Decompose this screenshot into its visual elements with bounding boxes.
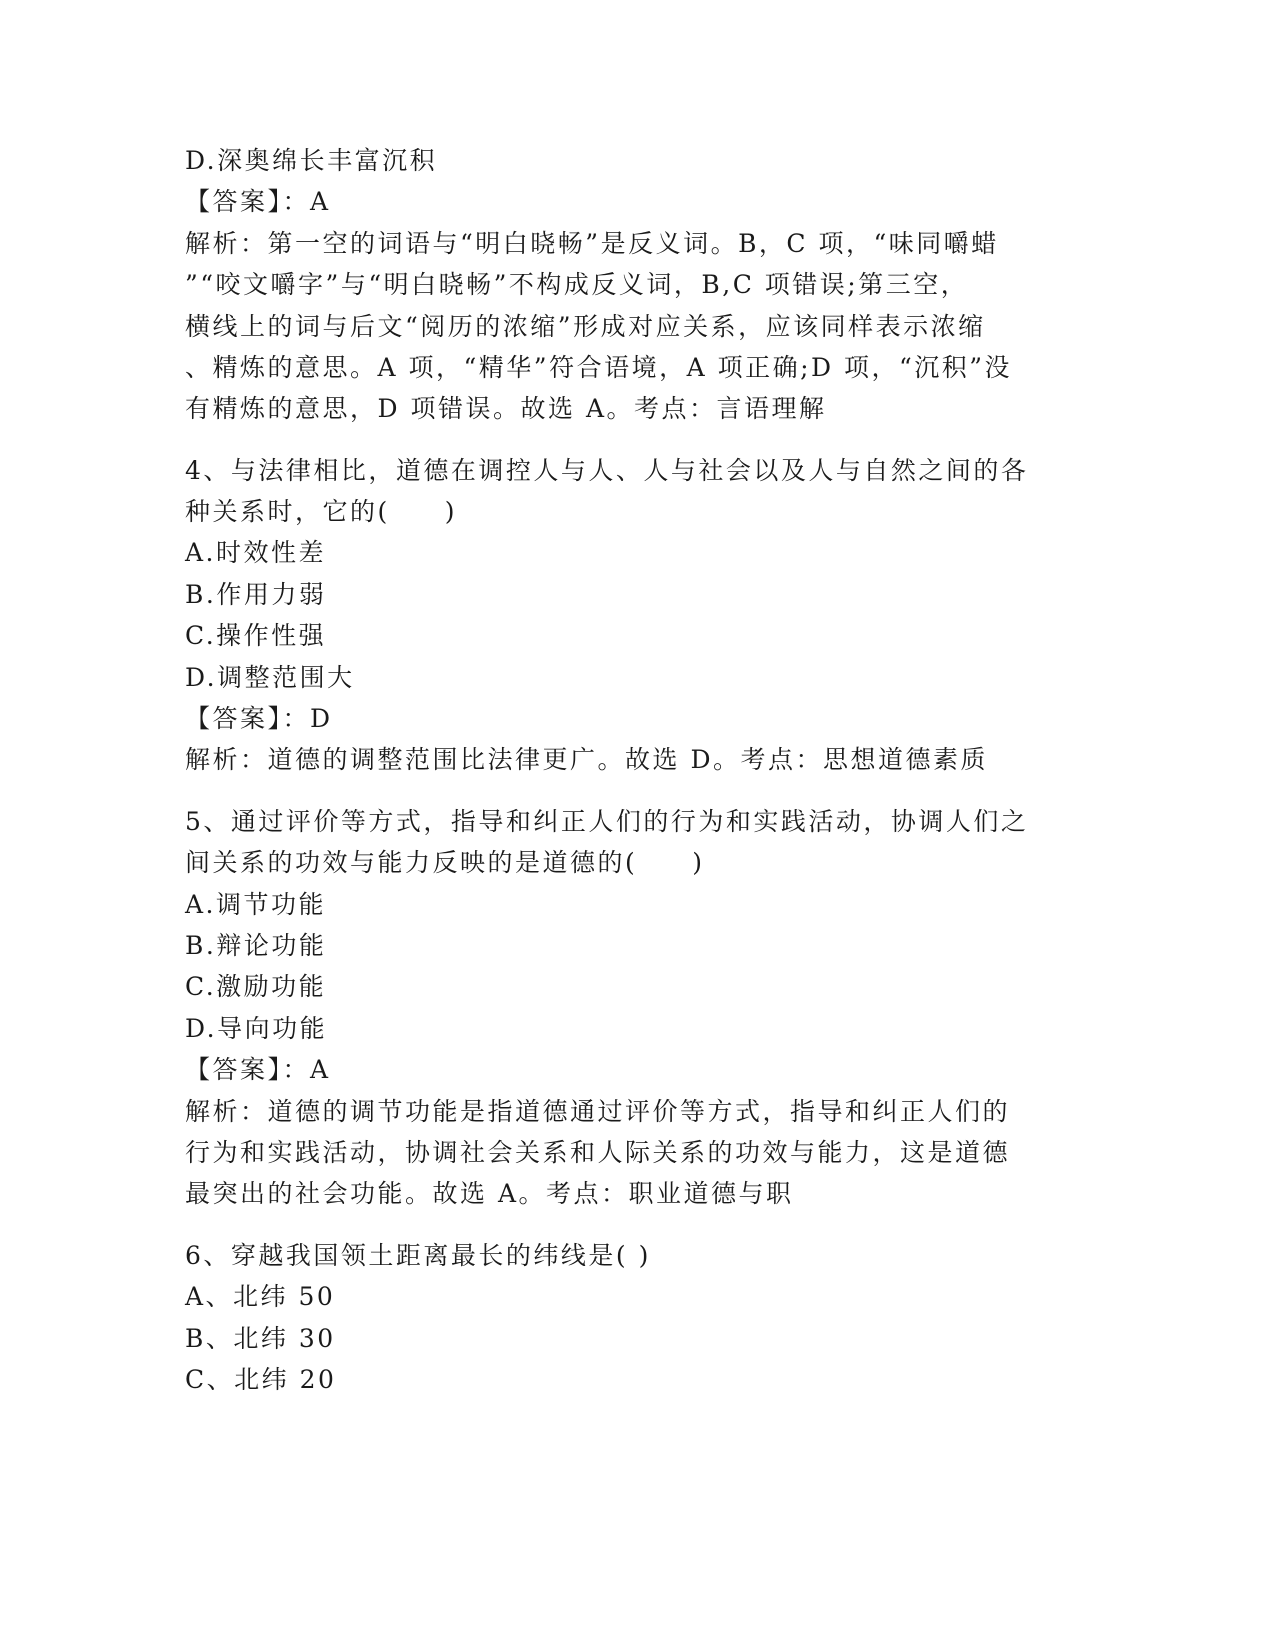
option-line: C.操作性强 [185,621,327,650]
option-line: D.深奥绵长丰富沉积 [185,146,438,175]
explanation-line: 行为和实践活动，协调社会关系和人际关系的功效与能力，这是道德 [185,1138,1011,1167]
answer-line: 【答案】：D [185,704,333,733]
answer-line: 【答案】：A [185,187,331,216]
option-line: D.导向功能 [185,1014,328,1043]
explanation-line: 解析：第一空的词语与“明白晓畅”是反义词。B，C 项，“味同嚼蜡 [185,229,999,258]
option-line: D.调整范围大 [185,663,355,692]
question-line: 间关系的功效与能力反映的是道德的( ) [185,848,705,877]
explanation-line: 解析：道德的调整范围比法律更广。故选 D。考点：思想道德素质 [185,745,988,774]
option-line: A.时效性差 [185,538,327,567]
option-line: B、北纬 30 [185,1324,336,1353]
explanation-line: 解析：道德的调节功能是指道德通过评价等方式，指导和纠正人们的 [185,1097,1011,1126]
option-line: A.调节功能 [185,890,327,919]
explanation-line: 最突出的社会功能。故选 A。考点：职业道德与职 [185,1179,794,1208]
option-line: B.辩论功能 [185,931,327,960]
question-line: 种关系时，它的( ) [185,497,458,526]
explanation-line: 有精炼的意思，D 项错误。故选 A。考点：言语理解 [185,394,827,423]
answer-line: 【答案】：A [185,1055,331,1084]
explanation-line: 、精炼的意思。A 项，“精华”符合语境，A 项正确;D 项，“沉积”没 [185,353,1013,382]
option-line: A、北纬 50 [185,1282,336,1311]
question-line: 4、与法律相比，道德在调控人与人、人与社会以及人与自然之间的各 [185,456,1029,485]
explanation-line: 横线上的词与后文“阅历的浓缩”形成对应关系，应该同样表示浓缩 [185,312,986,341]
option-line: B.作用力弱 [185,580,327,609]
question-line: 5、通过评价等方式，指导和纠正人们的行为和实践活动，协调人们之 [185,807,1029,836]
option-line: C、北纬 20 [185,1365,337,1394]
question-line: 6、穿越我国领土距离最长的纬线是( ) [185,1241,651,1270]
option-line: C.激励功能 [185,972,327,1001]
explanation-line: ”“咬文嚼字”与“明白晓畅”不构成反义词，B,C 项错误;第三空， [185,270,969,299]
